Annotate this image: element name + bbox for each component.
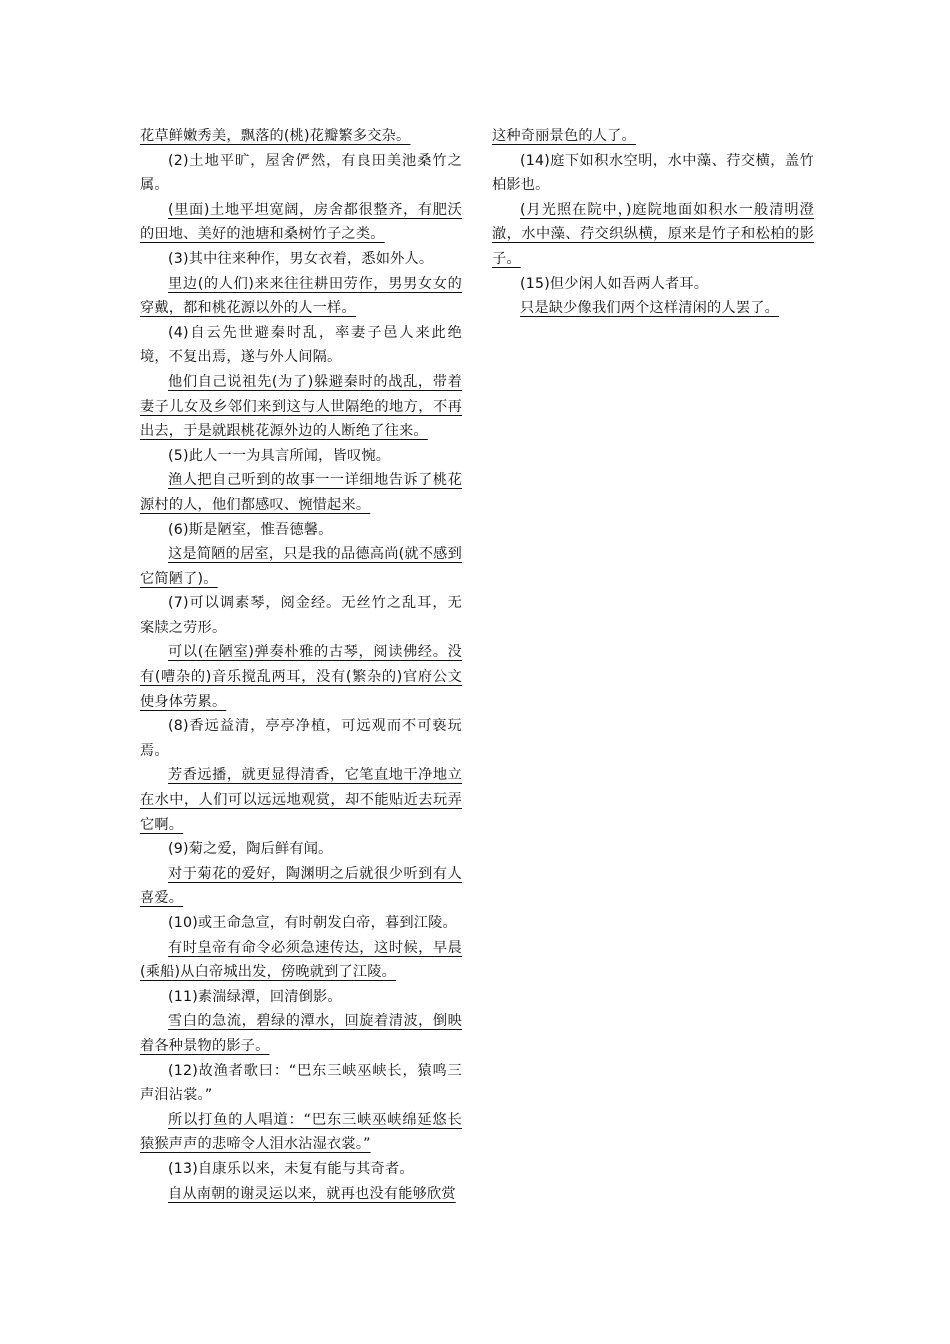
question-line: (10)或王命急宣，有时朝发白帝，暮到江陵。 [168,915,457,931]
question-line: (9)菊之爱，陶后鲜有闻。 [168,841,333,858]
right-column [492,124,814,321]
answer-line: 对于菊花的爱好，陶渊明之后就很少听到有人喜爱。 [140,865,462,907]
question-line: (13)自康乐以来，未复有能与其奇者。 [168,1160,414,1177]
answer-line: 芳香远播，就更显得清香，它笔直地干净地立在水中，人们可以远远地观赏，却不能贴近去玩弄它啊。 [140,767,462,833]
question-line: (5)此人一一为具言所闻，皆叹惋。 [168,447,391,464]
answer-line: 雪白的急流，碧绿的潭水，回旋着清波，倒映着各种景物的影子。 [140,1013,462,1054]
question-line: (14)庭下如积水空明，水中藻、荇交横，盖竹柏影也。 [492,152,814,194]
answer-line: 自从南朝的谢灵运以来，就再也没有能够欣赏 [168,1185,456,1202]
left-column [140,124,462,1206]
answer-line: 里边(的人们)来来往往耕田劳作，男男女女的穿戴，都和桃花源以外的人一样。 [140,275,462,317]
answer-line: (月光照在院中，)庭院地面如积水一般清明澄澈，水中藻、荇交织纵横，原来是竹子和松柏的影子。 [492,201,814,267]
answer-line: 所以打鱼的人唱道：“巴东三峡巫峡绵延悠长猿猴声声的悲啼令人泪水沾湿衣裳。” [140,1111,462,1153]
answer-line: 渔人把自己听到的故事一一详细地告诉了桃花源村的人，他们都感叹、惋惜起来。 [140,472,462,513]
answer-line: 花草鲜嫩秀美，飘落的(桃)花瓣繁多交杂。 [140,128,411,144]
answer-line: 有时皇帝有命令必须急速传达，这时候，早晨(乘船)从白帝城出发，傍晚就到了江陵。 [140,939,462,981]
answer-line: 只是缺少像我们两个这样清闲的人罢了。 [520,300,779,317]
answer-line: 可以(在陋室)弹奏朴雅的古琴，阅读佛经。没有(嘈杂的)音乐搅乱两耳，没有(繁杂的)官府公文使身体劳累。 [140,644,462,710]
question-line: (7)可以调素琴，阅金经。无丝竹之乱耳，无案牍之劳形。 [140,595,462,636]
question-line: (15)但少闲人如吾两人者耳。 [520,275,709,292]
question-line: (6)斯是陋室，惟吾德馨。 [168,521,333,538]
answer-line: (里面)土地平坦宽阔，房舍都很整齐，有肥沃的田地、美好的池塘和桑树竹子之类。 [140,201,462,243]
question-line: (11)素湍绿潭，回清倒影。 [168,988,342,1005]
answer-line: 这是简陋的居室，只是我的品德高尚(就不感到它简陋了)。 [140,546,462,587]
question-line: (12)故渔者歌曰：“巴东三峡巫峡长，猿鸣三声泪沾裳。” [140,1062,462,1104]
question-line: (4)自云先世避秦时乱，率妻子邑人来此绝境，不复出焉，遂与外人间隔。 [140,324,462,366]
answer-line: 这种奇丽景色的人了。 [492,128,636,144]
question-line: (2)土地平旷，屋舍俨然，有良田美池桑竹之属。 [140,152,462,194]
question-line: (3)其中往来种作，男女衣着，悉如外人。 [168,250,434,267]
question-line: (8)香远益清，亭亭净植，可远观而不可亵玩焉。 [140,718,462,759]
answer-line: 他们自己说祖先(为了)躲避秦时的战乱，带着妻子儿女及乡邻们来到这与人世隔绝的地方，不再出去，于是就跟桃花源外边的人断绝了往来。 [140,373,462,440]
